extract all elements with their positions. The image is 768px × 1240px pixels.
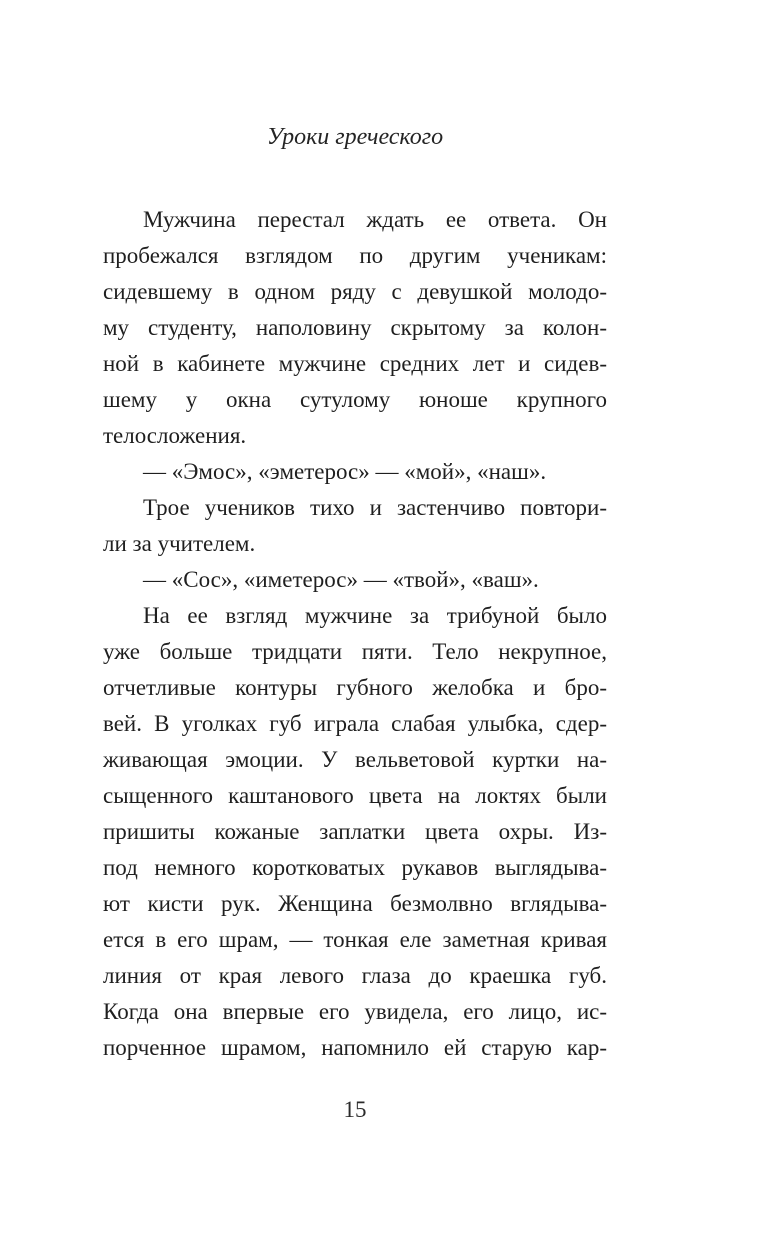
text-line: — «Эмос», «эметерос» — «мой», «наш». bbox=[143, 459, 547, 484]
text-line: шему у окна сутулому юноше крупного bbox=[103, 387, 607, 412]
page-number: 15 bbox=[343, 1097, 367, 1122]
body-text bbox=[103, 202, 607, 1066]
text-line: сыщенного каштанового цвета на локтях были bbox=[103, 783, 607, 808]
text-line: телосложения. bbox=[103, 423, 247, 448]
text-line: Когда она впервые его увидела, его лицо, ис- bbox=[103, 999, 607, 1024]
text-line: живающая эмоции. У вельветовой куртки на- bbox=[103, 747, 607, 772]
text-line: — «Сос», «иметерос» — «твой», «ваш». bbox=[143, 567, 539, 592]
text-line: уже больше тридцати пяти. Тело некрупное, bbox=[103, 639, 607, 664]
text-line: сидевшему в одном ряду с девушкой молодо- bbox=[103, 279, 607, 304]
text-line: отчетливые контуры губного желобка и бро- bbox=[103, 675, 607, 700]
text-line: пробежался взглядом по другим ученикам: bbox=[103, 243, 607, 268]
text-line: Мужчина перестал ждать ее ответа. Он bbox=[143, 207, 607, 232]
running-title: Уроки греческого bbox=[266, 124, 444, 150]
text-line: порченное шрамом, напомнило ей старую кар- bbox=[103, 1035, 607, 1060]
text-line: ется в его шрам, — тонкая еле заметная кривая bbox=[103, 927, 607, 952]
text-line: ют кисти рук. Женщина безмолвно вглядыва- bbox=[103, 891, 607, 916]
text-line: пришиты кожаные заплатки цвета охры. Из- bbox=[103, 819, 607, 844]
text-line: Трое учеников тихо и застенчиво повтори- bbox=[143, 495, 607, 520]
text-line: линия от края левого глаза до краешка губ. bbox=[103, 963, 607, 988]
text-line: под немного коротковатых рукавов выглядыва- bbox=[103, 855, 607, 880]
text-line: ли за учителем. bbox=[103, 531, 256, 556]
text-line: ной в кабинете мужчине средних лет и сидев- bbox=[103, 351, 607, 376]
text-line: вей. В уголках губ играла слабая улыбка, сдер- bbox=[103, 711, 607, 736]
text-line: му студенту, наполовину скрытому за колон- bbox=[103, 315, 607, 340]
text-line: На ее взгляд мужчине за трибуной было bbox=[143, 603, 607, 628]
